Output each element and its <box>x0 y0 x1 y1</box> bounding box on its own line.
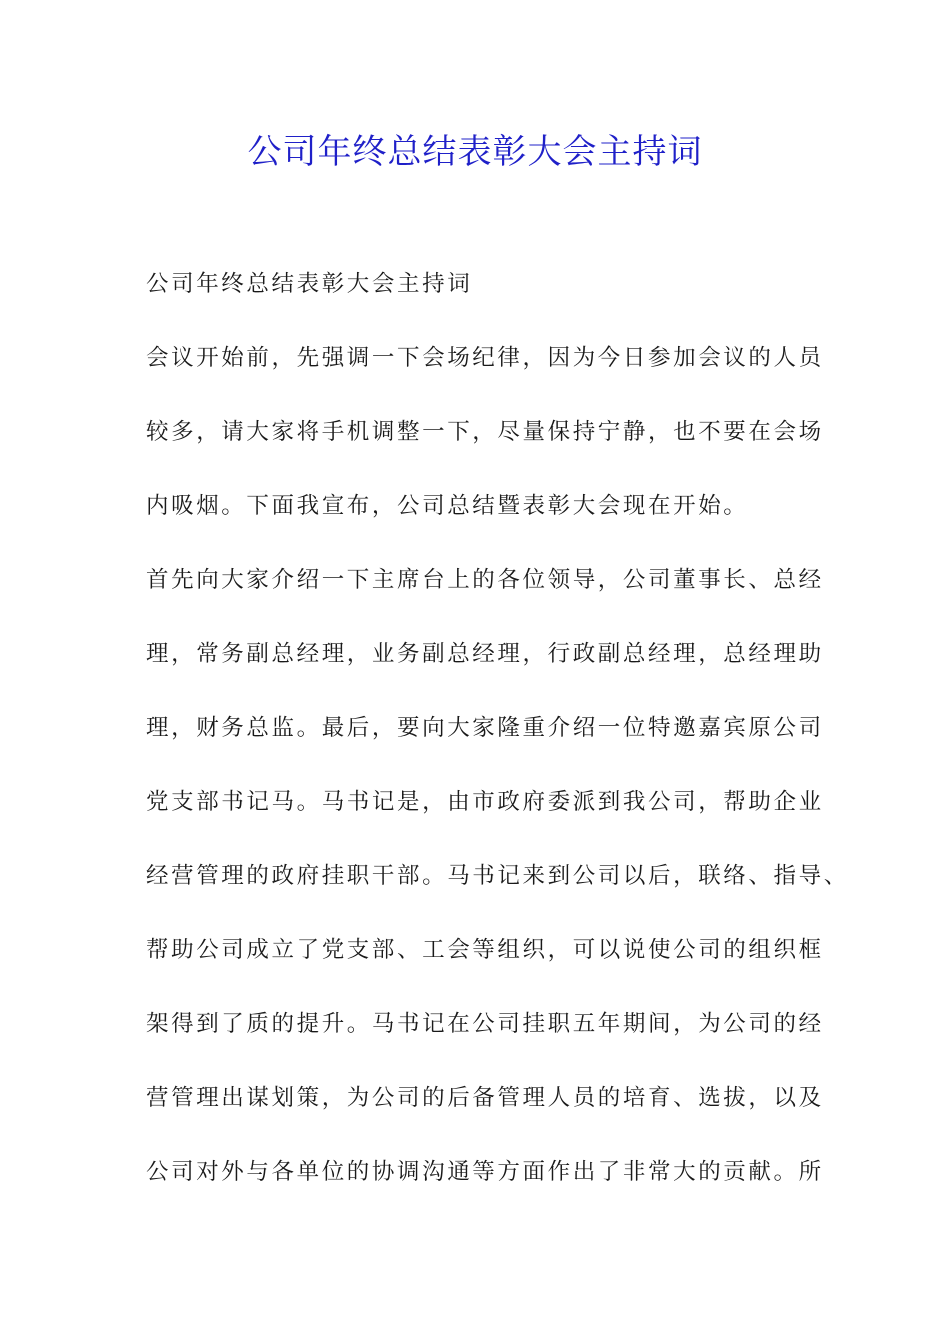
text-line: 较多，请大家将手机调整一下，尽量保持宁静，也不要在会场 <box>146 419 824 445</box>
text-line: 党支部书记马。马书记是，由市政府委派到我公司，帮助企业 <box>146 789 824 815</box>
document-title: 公司年终总结表彰大会主持词 <box>247 132 703 172</box>
text-line: 理，常务副总经理，业务副总经理，行政副总经理，总经理助 <box>146 641 824 667</box>
text-line: 理，财务总监。最后，要向大家隆重介绍一位特邀嘉宾原公司 <box>146 715 824 741</box>
text-line: 帮助公司成立了党支部、工会等组织，可以说使公司的组织框 <box>146 937 824 963</box>
text-line: 经营管理的政府挂职干部。马书记来到公司以后，联络、指导、 <box>146 863 849 889</box>
text-line: 公司对外与各单位的协调沟通等方面作出了非常大的贡献。所 <box>146 1159 824 1185</box>
text-line: 公司年终总结表彰大会主持词 <box>146 271 473 297</box>
document-body <box>146 264 849 1226</box>
text-line: 架得到了质的提升。马书记在公司挂职五年期间，为公司的经 <box>146 1011 824 1037</box>
text-line: 内吸烟。下面我宣布，公司总结暨表彰大会现在开始。 <box>146 493 749 519</box>
text-line: 营管理出谋划策，为公司的后备管理人员的培育、选拔，以及 <box>146 1085 824 1111</box>
text-line: 会议开始前，先强调一下会场纪律，因为今日参加会议的人员 <box>146 345 824 371</box>
text-line: 首先向大家介绍一下主席台上的各位领导，公司董事长、总经 <box>146 567 824 593</box>
